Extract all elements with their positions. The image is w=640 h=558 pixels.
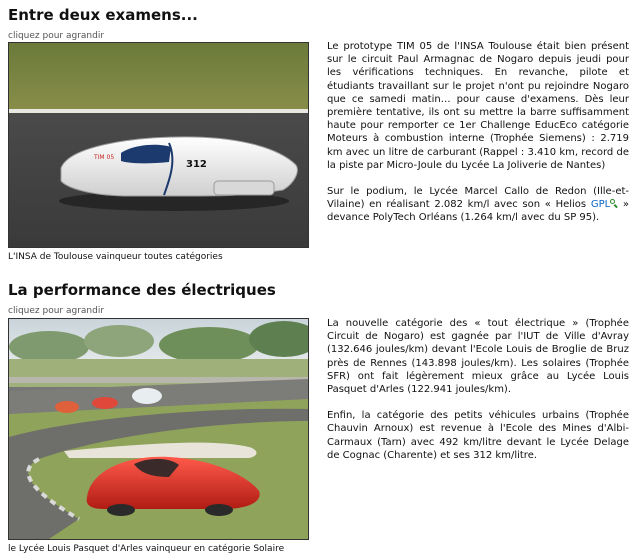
section-title-2: La performance des électriques bbox=[8, 281, 276, 299]
paragraph-text: » devance PolyTech Orléans (1.264 km/l avec du SP 95). bbox=[327, 199, 630, 224]
photo-insa-toulouse[interactable] bbox=[8, 42, 309, 248]
photo-caption-2: le Lycée Louis Pasquet d'Arles vainqueur en catégorie Solaire bbox=[8, 544, 285, 554]
paragraph-text: Sur le podium, le Lycée Marcel Callo de Redon (Ille-et-Vilaine) en réalisant 2.082 km/l avec son « Helios bbox=[327, 186, 629, 211]
enlarge-hint-1: cliquez pour agrandir bbox=[8, 31, 105, 41]
magnifier-icon[interactable] bbox=[610, 199, 618, 207]
article-section-1 bbox=[327, 40, 629, 238]
photo-insa-image bbox=[9, 43, 308, 247]
article-paragraph: Enfin, la catégorie des petits véhicules urbains (Trophée Chauvin Arnoux) est revenue à l'Ecole des Mines d'Albi-Carmaux (Tarn) avec 492 km/litre devant le Lycée Delage de Cognac (Charente) et ses 312 km/litre. bbox=[327, 410, 629, 461]
car-label: TIM 05 bbox=[94, 154, 115, 161]
section-title-1: Entre deux examens... bbox=[8, 6, 198, 24]
photo-caption-1: L'INSA de Toulouse vainqueur toutes catégories bbox=[8, 252, 223, 262]
article-paragraph-podium bbox=[327, 185, 629, 225]
gpl-link[interactable]: GPL bbox=[590, 199, 611, 211]
article-section-2 bbox=[327, 317, 629, 475]
photo-lycee-pasquet[interactable] bbox=[8, 318, 309, 540]
article-paragraph: La nouvelle catégorie des « tout électrique » (Trophée Circuit de Nogaro) est gagnée par l'IUT de Ville d'Avray (132.646 joules/km) devant l'Ecole Louis de Broglie de Bruz près de Rennes (143.898 joules/km). Les solaires (Trophée SFR) ont fait légèrement mieux grâce au Lycée Louis Pasquet d'Arles (122.941 joules/km). bbox=[327, 318, 629, 396]
car-number: 312 bbox=[186, 159, 207, 170]
enlarge-hint-2: cliquez pour agrandir bbox=[8, 306, 105, 316]
photo-solar-image bbox=[9, 319, 308, 539]
article-paragraph: Le prototype TIM 05 de l'INSA Toulouse était bien présent sur le circuit Paul Armagnac de Nogaro depuis jeudi pour les vérifications techniques. En revanche, pilote et étudiants travaillant sur le projet n'ont pu rejoindre Nogaro que ce samedi matin… pour cause d'examens. Dès leur première tentative, ils ont su mettre la barre suffisamment haute pour remporter ce 1er Challenge EducEco catégorie Moteurs à combustion interne (Trophée Siemens) : 2.719 km avec un litre de carburant (Rappel : 3.410 km, record de la piste par Micro-Joule du Lycée La Joliverie de Nantes) bbox=[327, 41, 629, 171]
